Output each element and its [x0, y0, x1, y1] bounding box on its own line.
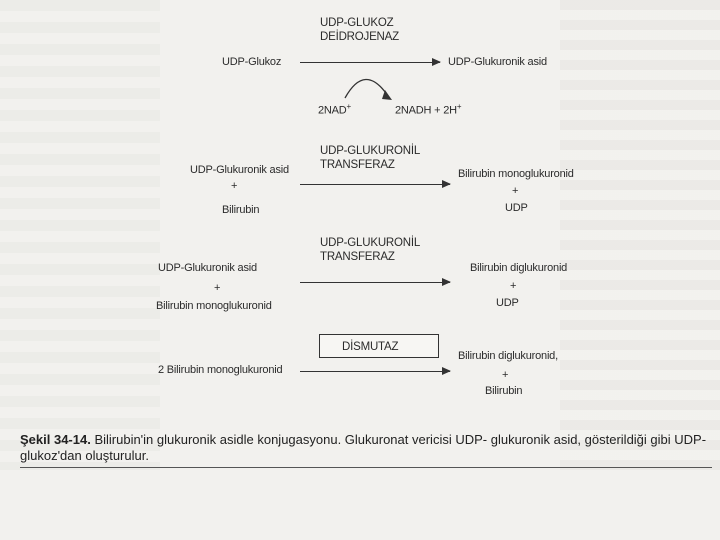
substrate-udp-glucuronic-acid: UDP-Glukuronik asid [158, 262, 257, 274]
plus-sign: + [502, 369, 509, 381]
cofactor-nadh: 2NADH + 2H+ [395, 102, 462, 117]
cofactor-nad: 2NAD+ [318, 102, 352, 117]
product-bilirubin-monoglucuronide: Bilirubin monoglukuronid [458, 168, 574, 180]
substrate-bilirubin: Bilirubin [222, 204, 260, 216]
enzyme-udp-glucuronyl-transferase-2 [320, 236, 420, 264]
substrate-2-bilirubin-monoglucuronide: 2 Bilirubin monoglukuronid [158, 364, 283, 376]
figure-caption [20, 432, 710, 464]
product-bilirubin-diglucuronide: Bilirubin diglukuronid [470, 262, 568, 274]
reaction-arrow-3 [300, 282, 450, 283]
product-bilirubin: Bilirubin [485, 385, 523, 397]
enzyme-name-line-2: TRANSFERAZ [320, 159, 395, 171]
enzyme-dismutase: DİSMUTAZ [342, 341, 399, 353]
plus-sign: + [214, 282, 221, 294]
enzyme-udp-glucuronyl-transferase-1 [320, 144, 420, 172]
product-udp: UDP [505, 202, 528, 214]
plus-sign: + [512, 185, 519, 197]
enzyme-name-line-2: DEİDROJENAZ [320, 31, 399, 43]
substrate-udp-glucose: UDP-Glukoz [222, 56, 282, 68]
enzyme-name-line-2: TRANSFERAZ [320, 251, 395, 263]
enzyme-name-line-1: UDP-GLUKURONİL [320, 145, 421, 157]
reaction-arrow-2 [300, 184, 450, 185]
product-udp: UDP [496, 297, 519, 309]
substrate-bilirubin-monoglucuronide: Bilirubin monoglukuronid [156, 300, 272, 312]
figure-label: Şekil 34-14. [20, 432, 91, 447]
figure-caption-text: Bilirubin'in glukuronik asidle konjugasyonu. Glukuronat vericisi UDP- glukuronik asid, gösterildiği gibi UDP-glukoz'dan oluşturulur. [20, 432, 707, 463]
enzyme-name-line-1: UDP-GLUKOZ [320, 17, 394, 29]
product-udp-glucuronic-acid: UDP-Glukuronik asid [448, 56, 547, 68]
substrate-udp-glucuronic-acid: UDP-Glukuronik asid [190, 164, 289, 176]
product-bilirubin-diglucuronide: Bilirubin diglukuronid, [458, 350, 558, 362]
reaction-arrow-4 [300, 371, 450, 372]
caption-rule [20, 467, 712, 468]
enzyme-name-line-1: UDP-GLUKURONİL [320, 237, 421, 249]
plus-sign: + [510, 280, 517, 292]
plus-sign: + [231, 180, 238, 192]
